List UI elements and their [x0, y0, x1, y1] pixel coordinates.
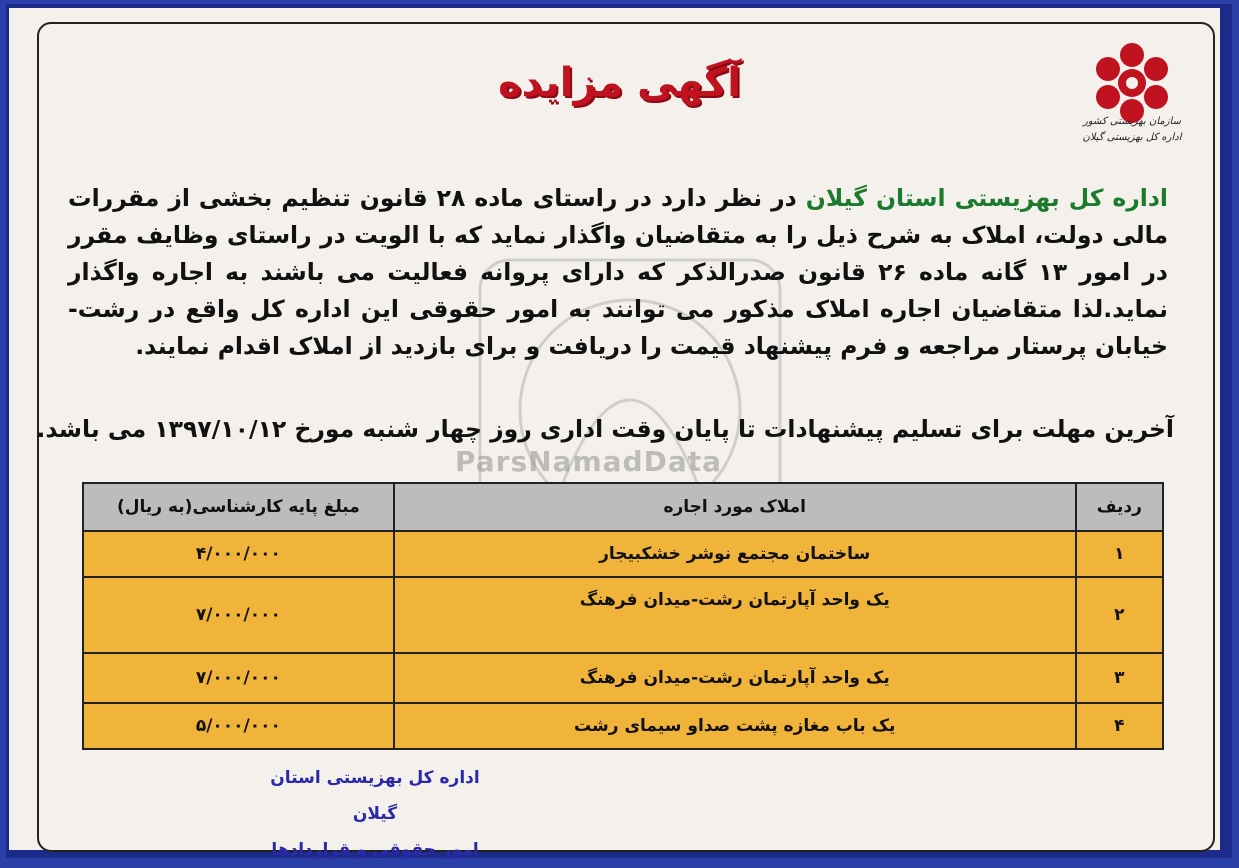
watermark-phone: ۰۲۱-۸۸۳۴۹۶۷۰-۵ — [480, 563, 667, 593]
deadline-text: آخرین مهلت برای تسلیم پیشنهادات تا پایان وقت اداری روز چهار شنبه مورخ ۱۳۹۷/۱۰/۱۲ می باشد. — [36, 415, 1174, 443]
footer-line-1: اداره کل بهزیستی استان گیلان — [270, 768, 480, 824]
table-row — [83, 531, 1163, 577]
row-radif: ۳ — [1076, 653, 1163, 703]
row-desc: یک باب مغازه پشت صداو سیمای رشت — [394, 703, 1076, 749]
watermark-brand: ParsNamadData — [455, 445, 722, 478]
page-title: آگهی مزایده — [498, 60, 741, 106]
table-row — [83, 703, 1163, 749]
footer-line-2: امور حقوقی و قراردادها — [271, 840, 479, 860]
row-radif: ۴ — [1076, 703, 1163, 749]
logo-caption — [1072, 114, 1192, 146]
footer-signature — [250, 760, 500, 868]
row-price: ۷/۰۰۰/۰۰۰ — [83, 653, 394, 703]
row-radif: ۲ — [1076, 577, 1163, 653]
header-price: مبلغ پایه کارشناسی(به ریال) — [83, 483, 394, 531]
table-header-row — [83, 483, 1163, 531]
row-desc: یک واحد آپارتمان رشت-میدان فرهنگ — [394, 653, 1076, 703]
announcement-text: در نظر دارد در راستای ماده ۲۸ قانون تنظیم بخشی از مقررات مالی دولت، املاک به شرح ذیل را به متقاضیان واگذار نماید که با الویت در راستای وظایف مقرر در امور ۱۳ گانه ماده ۲۶ قانون صدرالذکر که دارای پروانه فعالیت می باشند به اجاره واگذار نماید.لذا متقاضیان اجاره املاک مذکور می توانند به امور حقوقی این اداره کل واقع در رشت-خیابان پرستار مراجعه و فرم پیشنهاد قیمت را دریافت و برای بازدید از املاک اقدام نمایند. — [68, 184, 1168, 360]
watermark-subtitle: پایگاه اطلاع رسانی مناقصه و مزایده — [480, 535, 736, 555]
row-desc: ساختمان مجتمع نوشر خشکبیجار — [394, 531, 1076, 577]
table-row — [83, 577, 1163, 653]
row-price: ۷/۰۰۰/۰۰۰ — [83, 577, 394, 653]
row-radif: ۱ — [1076, 531, 1163, 577]
header-desc: املاک مورد اجاره — [394, 483, 1076, 531]
logo-line-1: سازمان بهزیستی کشور — [1082, 116, 1181, 127]
row-price: ۵/۰۰۰/۰۰۰ — [83, 703, 394, 749]
table-row — [83, 653, 1163, 703]
logo-line-2: اداره کل بهزیستی گیلان — [1082, 132, 1182, 143]
row-price: ۴/۰۰۰/۰۰۰ — [83, 531, 394, 577]
organization-name: اداره کل بهزیستی استان گیلان — [805, 184, 1168, 212]
row-desc: یک واحد آپارتمان رشت-میدان فرهنگ — [394, 577, 1076, 653]
lease-table — [82, 482, 1164, 750]
announcement-body — [68, 180, 1168, 365]
header-radif: ردیف — [1076, 483, 1163, 531]
